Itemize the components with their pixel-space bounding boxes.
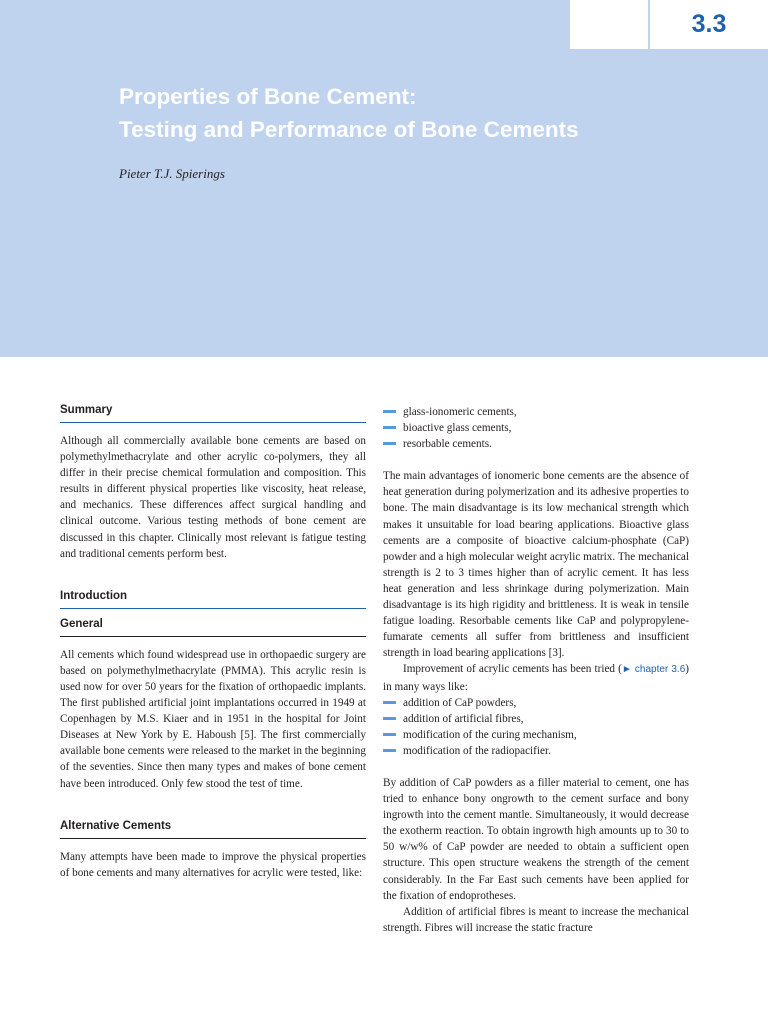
chapter-title	[119, 80, 579, 146]
header-band	[0, 0, 768, 357]
title-line-2: Testing and Performance of Bone Cements	[119, 117, 579, 142]
ionomeric-paragraph: The main advantages of ionomeric bone cements are the absence of heat generation during polymerization and its adhesive properties to bone. The main disadvantage is its low mechanical strength which makes it unsuitable for load bearing applications. Bioactive glass cements are a composite of bioactive calcium-phosphate (CaP) powder and a high molecular weight acrylic matrix. The mechanical strength is 2 to 3 times higher than of acrylic cement. It has less heat generation and less shrinkage during polymerization. Main disadvantage is its high rigidity and brittleness. It is weak in tensile fatigue loading. Resorbable cements like CaP and polypropylene-fumarate cements all suffer from brittleness and insufficient strength in load bearing applications [3].	[383, 470, 689, 660]
summary-text: Although all commercially available bone cements are based on polymethylmethacrylate and other acrylic co-polymers, they all differ in their precise chemical formulation and composition. This results in different physical properties like viscosity, heat release, and mechanics. These differences affect surgical handling and clinical outcome. Various testing methods of bone cement are discussed in this chapter. Clinically most relevant is fatigue testing and traditional cements perform best.	[60, 435, 366, 560]
bullet-dash-icon	[383, 442, 396, 445]
fibres-paragraph: Addition of artificial fibres is meant to increase the mechanical strength. Fibres will increase the static fracture	[383, 905, 689, 934]
alternative-cements-heading: Alternative Cements	[60, 820, 366, 839]
bullet-dash-icon	[383, 701, 396, 704]
author: Pieter T.J. Spierings	[119, 166, 225, 181]
list-item: modification of the curing mechanism,	[383, 727, 689, 743]
right-column	[383, 404, 689, 936]
bullet-dash-icon	[383, 749, 396, 752]
bullet-dash-icon	[383, 717, 396, 720]
improvement-paragraph: Improvement of acrylic cements has been tried (► chapter 3.6) in many ways like:	[383, 663, 689, 693]
list-item: glass-ionomeric cements,	[383, 404, 689, 420]
list-item: addition of CaP powders,	[383, 695, 689, 711]
bullet-dash-icon	[383, 410, 396, 413]
general-heading: General	[60, 618, 366, 637]
bullet-dash-icon	[383, 426, 396, 429]
improvements-list	[383, 695, 689, 759]
alternative-cements-text: Many attempts have been made to improve the physical properties of bone cements and many alternatives for acrylic were tested, like:	[60, 850, 366, 879]
alternatives-list	[383, 404, 689, 452]
bullet-dash-icon	[383, 733, 396, 736]
list-item: bioactive glass cements,	[383, 420, 689, 436]
list-item: addition of artificial fibres,	[383, 711, 689, 727]
list-item: resorbable cements.	[383, 436, 689, 452]
introduction-heading: Introduction	[60, 590, 366, 609]
chapter-number: 3.3	[691, 10, 727, 38]
summary-heading: Summary	[60, 404, 366, 423]
chapter-box-spacer	[570, 0, 648, 49]
title-line-1: Properties of Bone Cement:	[119, 84, 417, 109]
general-text: All cements which found widespread use in orthopaedic surgery are based on polymethylmethacrylate (PMMA). This acrylic resin is used now for over 50 years for the fixation of orthopaedic implants. The first published artificial joint implantations occurred in 1949 at Copenhagen by M.S. Kiaer and in 1951 in the hospital for Joint Diseases at New York by E. Haboush [5]. The first commercially available bone cements were released to the market in the beginning of the seventies. Since then many types and makes of bone cement have been introduced. Only few stood the test of time.	[60, 648, 366, 790]
cap-paragraph: By addition of CaP powders as a filler material to cement, one has tried to enhance bony ongrowth to the cement surface and bony ingrowth into the cement mantle. Simultaneously, it would decrease the exotherm reaction. To obtain ingrowth high amounts up to 30 to 50 w/w% of CaP powder are needed to obtain a sufficient open structure. This open structure weakens the strength of the cement considerably. In the Far East such cements have been applied for the fixation of endoprotheses.	[383, 776, 689, 902]
left-column	[60, 404, 366, 881]
chapter-link[interactable]: ► chapter 3.6	[621, 664, 686, 676]
list-item: modification of the radiopacifier.	[383, 743, 689, 759]
